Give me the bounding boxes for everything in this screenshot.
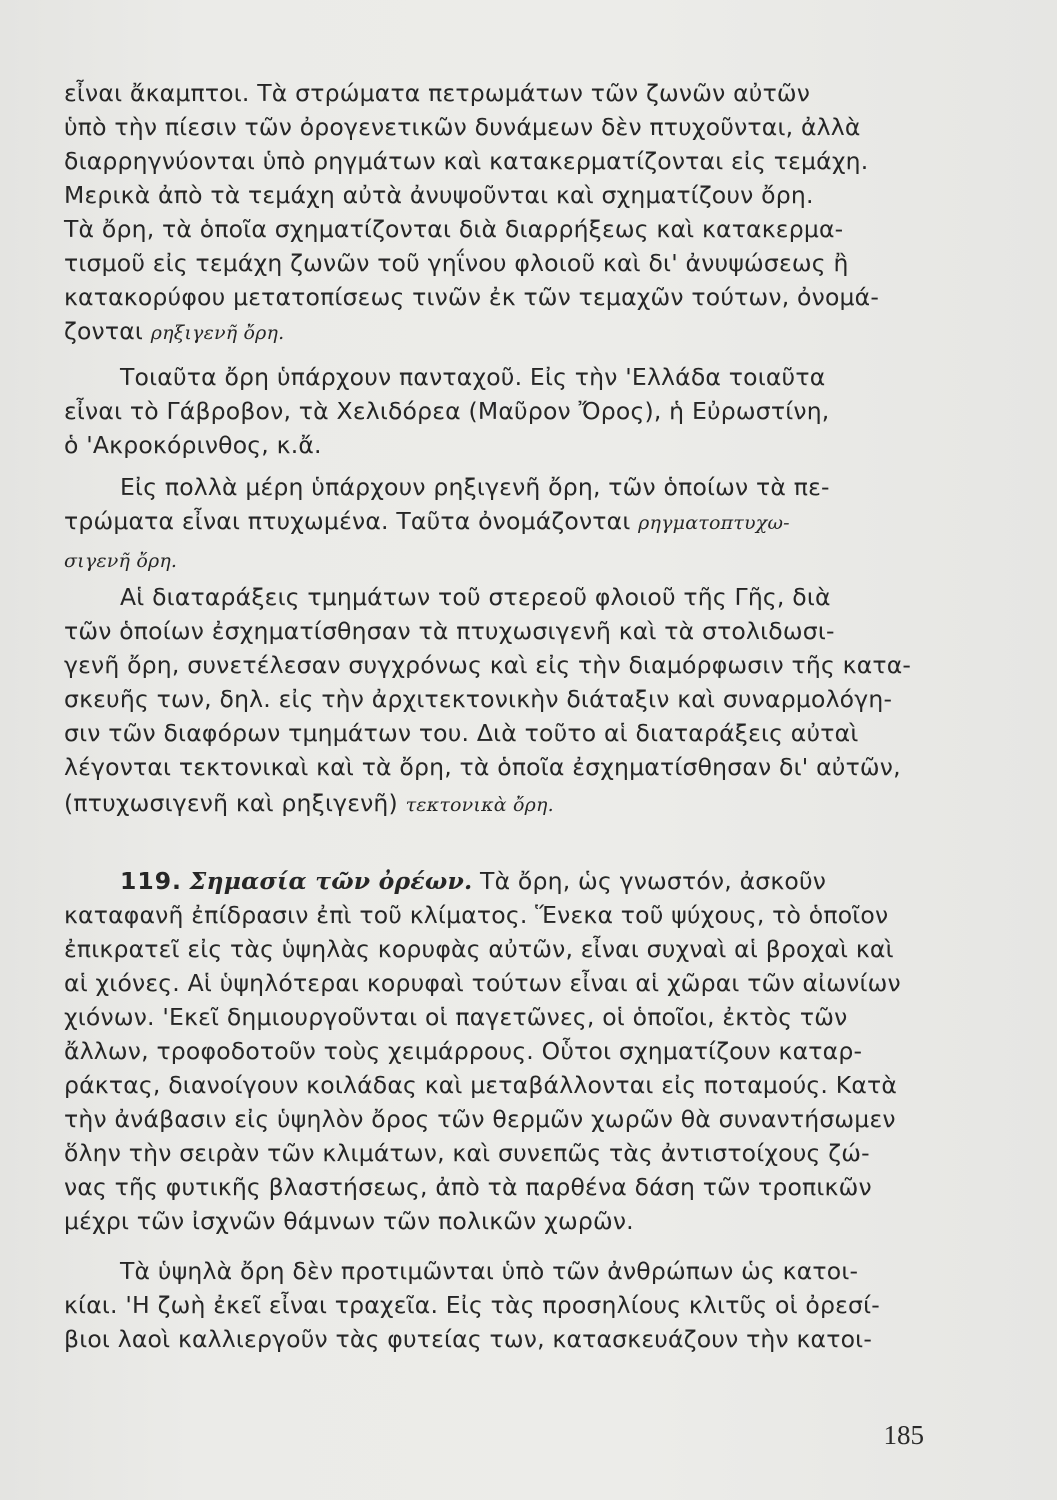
text-line: ὁ 'Ακροκόρινθος, κ.ἄ. [64,431,322,459]
text-line: διαρρηγνύονται ὑπὸ ρηγμάτων καὶ κατακερματίζονται εἰς τεμάχη. [64,147,869,175]
text-line: τὴν ἀνάβασιν εἰς ὑψηλὸν ὄρος τῶν θερμῶν χωρῶν θὰ συναντήσωμεν [64,1105,896,1133]
text-line: τῶν ὁποίων ἐσχηματίσθησαν τὰ πτυχωσιγενῆ καὶ τὰ στολιδωσι- [64,617,835,645]
text-line: ράκτας, διανοίγουν κοιλάδας καὶ μεταβάλλονται εἰς ποταμούς. Κατὰ [64,1071,898,1099]
text-line: σκευῆς των, δηλ. εἰς τὴν ἀρχιτεκτονικὴν διάταξιν καὶ συναρμολόγη- [64,685,893,713]
paragraph-start: Αἱ διαταράξεις τμημάτων τοῦ στερεοῦ φλοιοῦ τῆς Γῆς, διὰ [120,583,831,611]
text-line [64,544,924,576]
paragraph-start: Τὰ ὑψηλὰ ὄρη δὲν προτιμῶνται ὑπὸ τῶν ἀνθρώπων ὡς κατοι- [120,1257,859,1285]
text-line: ζονται ρηξιγενῆ ὄρη. [64,317,285,345]
text-line: (πτυχωσιγενῆ καὶ ρηξιγενῆ) τεκτονικὰ ὄρη. [64,789,554,817]
paragraph-start: Τοιαῦτα ὄρη ὑπάρχουν πανταχοῦ. Εἰς τὴν 'Ελλάδα τοιαῦτα [120,363,826,391]
text-line: Μερικὰ ἀπὸ τὰ τεμάχη αὐτὰ ἀνυψοῦνται καὶ σχηματίζουν ὄρη. [64,181,814,209]
text-line: κίαι. 'Η ζωὴ ἐκεῖ εἶναι τραχεῖα. Εἰς τὰς προσηλίους κλιτῦς οἱ ὀρεσί- [64,1291,880,1319]
text-line: ἐπικρατεῖ εἰς τὰς ὑψηλὰς κορυφὰς αὐτῶν, εἶναι συχναὶ αἱ βροχαὶ καὶ [64,935,894,963]
italic-term: σιγενῆ ὄρη. [64,550,178,572]
text-line: νας τῆς φυτικῆς βλαστήσεως, ἀπὸ τὰ παρθένα δάση τῶν τροπικῶν [64,1173,872,1201]
text-line: μέχρι τῶν ἰσχνῶν θάμνων τῶν πολικῶν χωρῶν. [64,1207,634,1235]
text-line: εἶναι τὸ Γάβροβον, τὰ Χελιδόρεα (Μαῦρον Ὄρος), ἡ Εὐρωστίνη, [64,397,830,425]
text-line: ὑπὸ τὴν πίεσιν τῶν ὀρογενετικῶν δυνάμεων δὲν πτυχοῦνται, ἀλλὰ [64,113,861,141]
text-line: τισμοῦ εἰς τεμάχη ζωνῶν τοῦ γηΐνου φλοιοῦ καὶ δι' ἀνυψώσεως ἢ [64,249,849,277]
text-line: λέγονται τεκτονικαὶ καὶ τὰ ὄρη, τὰ ὁποῖα ἐσχηματίσθησαν δι' αὐτῶν, [64,753,901,781]
paragraph-start: Εἰς πολλὰ μέρη ὑπάρχουν ρηξιγενῆ ὄρη, τῶν ὁποίων τὰ πε- [120,473,830,501]
section-heading-line: 119. Σημασία τῶν ὀρέων. Τὰ ὄρη, ὡς γνωστόν, ἀσκοῦν [120,867,827,895]
section-number: 119. [120,867,182,895]
text-line: σιν τῶν διαφόρων τμημάτων του. Διὰ τοῦτο αἱ διαταράξεις αὐταὶ [64,719,859,747]
text-line: αἱ χιόνες. Αἱ ὑψηλότεραι κορυφαὶ τούτων εἶναι αἱ χῶραι τῶν αἰωνίων [64,969,901,997]
italic-term: ρηξιγενῆ ὄρη. [150,322,285,344]
text-line: ὅλην τὴν σειρὰν τῶν κλιμάτων, καὶ συνεπῶς τὰς ἀντιστοίχους ζώ- [64,1139,870,1167]
text-line: Τὰ ὄρη, τὰ ὁποῖα σχηματίζονται διὰ διαρρήξεως καὶ κατακερμα- [64,215,844,243]
italic-term: ρηγματοπτυχω- [638,512,790,534]
page-number: 185 [883,1420,924,1450]
section-title: Σημασία τῶν ὀρέων. [189,867,473,895]
text-line: εἶναι ἄκαμπτοι. Τὰ στρώματα πετρωμάτων τῶν ζωνῶν αὐτῶν [64,79,811,107]
text-line: γενῆ ὄρη, συνετέλεσαν συγχρόνως καὶ εἰς τὴν διαμόρφωσιν τῆς κατα- [64,651,912,679]
text-line: κατακορύφου μετατοπίσεως τινῶν ἐκ τῶν τεμαχῶν τούτων, ὀνομά- [64,283,880,311]
text-line: βιοι λαοὶ καλλιεργοῦν τὰς φυτείας των, κατασκευάζουν τὴν κατοι- [64,1325,873,1353]
text-line: τρώματα εἶναι πτυχωμένα. Ταῦτα ὀνομάζονται ρηγματοπτυχω- [64,507,790,535]
italic-term: τεκτονικὰ ὄρη. [405,794,554,816]
text-line: χιόνων. 'Εκεῖ δημιουργοῦνται οἱ παγετῶνες, οἱ ὁποῖοι, ἐκτὸς τῶν [64,1003,848,1031]
text-line: ἄλλων, τροφοδοτοῦν τοὺς χειμάρρους. Οὗτοι σχηματίζουν καταρ- [64,1037,863,1065]
text-line: καταφανῆ ἐπίδρασιν ἐπὶ τοῦ κλίματος. Ἕνεκα τοῦ ψύχους, τὸ ὁποῖον [64,901,889,929]
